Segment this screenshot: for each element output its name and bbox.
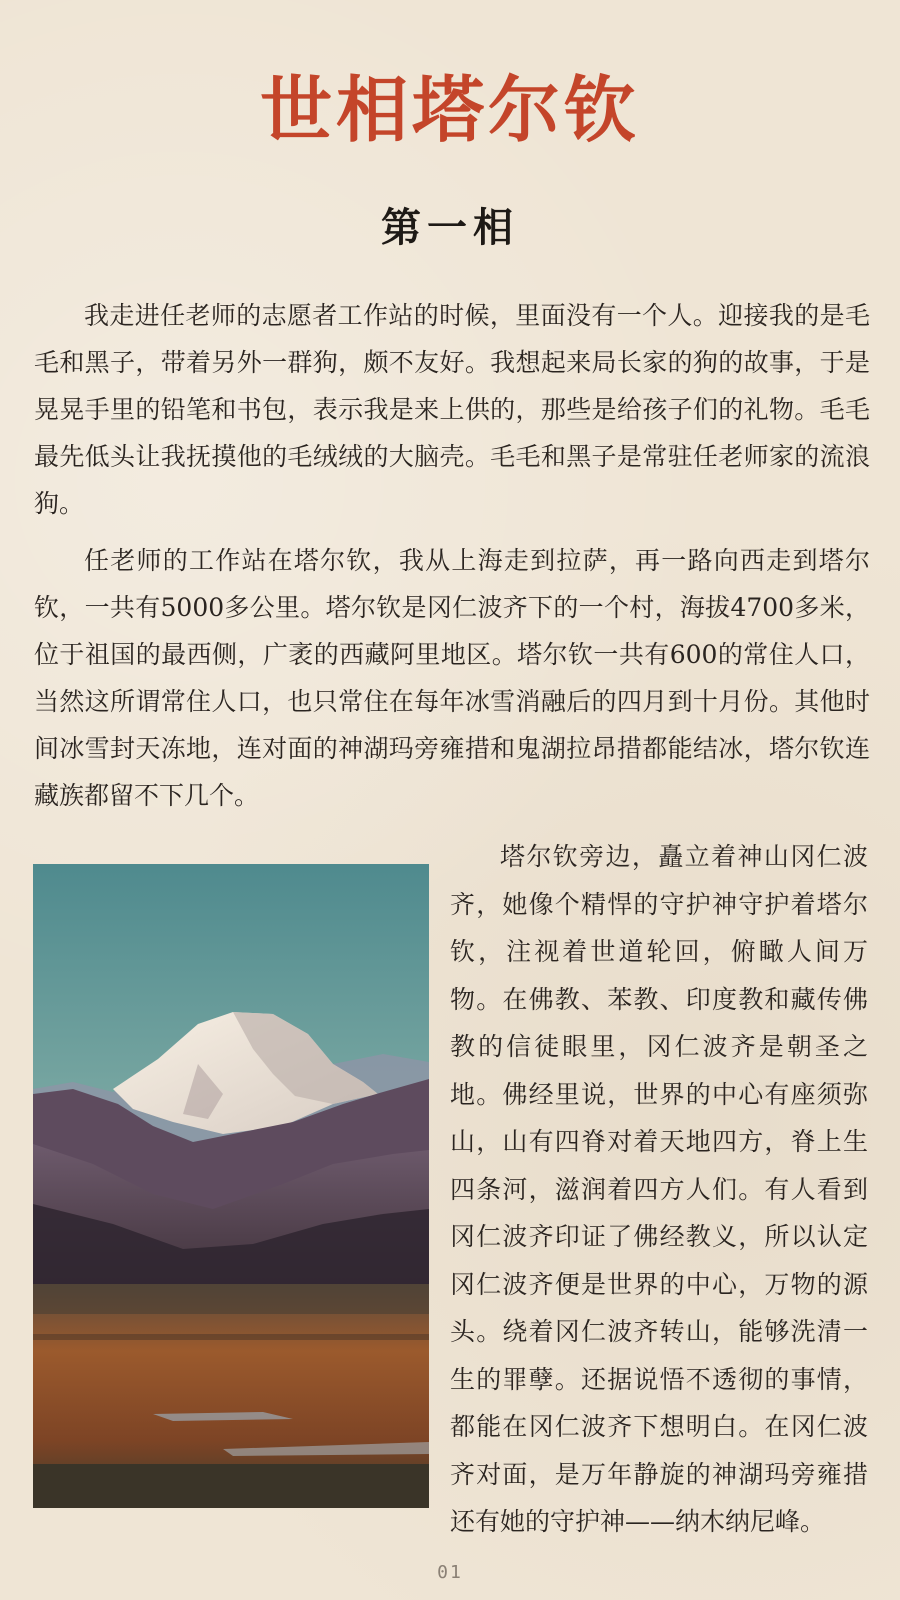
paragraph-2: 任老师的工作站在塔尔钦，我从上海走到拉萨，再一路向西走到塔尔钦，一共有5000多公里。塔尔钦是冈仁波齐下的一个村，海拔4700多米，位于祖国的最西侧，广袤的西藏阿里地区。塔尔钦一共有600的常住人口，当然这所谓常住人口，也只常住在每年冰雪消融后的四月到十月份。其他时间冰雪封天冻地，连对面的神湖玛旁雍措和鬼湖拉昂措都能结冰，塔尔钦连藏族都留不下几个。 — [34, 546, 870, 810]
paragraph-1: 我走进任老师的志愿者工作站的时候，里面没有一个人。迎接我的是毛毛和黑子，带着另外一群狗，颇不友好。我想起来局长家的狗的故事，于是晃晃手里的铅笔和书包，表示我是来上供的，那些是给孩子们的礼物。毛毛最先低头让我抚摸他的毛绒绒的大脑壳。毛毛和黑子是常驻任老师家的流浪狗。 — [34, 301, 870, 518]
page-title: 世相塔尔钦 — [259, 68, 640, 152]
section-subtitle: 第一相 — [381, 205, 519, 251]
page-number: 01 — [437, 1562, 463, 1583]
paragraph-3: 塔尔钦旁边，矗立着神山冈仁波齐，她像个精悍的守护神守护着塔尔钦，注视着世道轮回，俯瞰人间万物。在佛教、苯教、印度教和藏传佛教的信徒眼里，冈仁波齐是朝圣之地。佛经里说，世界的中心有座须弥山，山有四脊对着天地四方，脊上生四条河，滋润着四方人们。有人看到冈仁波齐印证了佛经教义，所以认定冈仁波齐便是世界的中心，万物的源头。绕着冈仁波齐转山，能够洗清一生的罪孽。还据说悟不透彻的事情，都能在冈仁波齐下想明白。在冈仁波齐对面，是万年静旋的神湖玛旁雍措还有她的守护神——纳木纳尼峰。 — [450, 842, 868, 1536]
mount-kailash-photo — [33, 864, 429, 1508]
